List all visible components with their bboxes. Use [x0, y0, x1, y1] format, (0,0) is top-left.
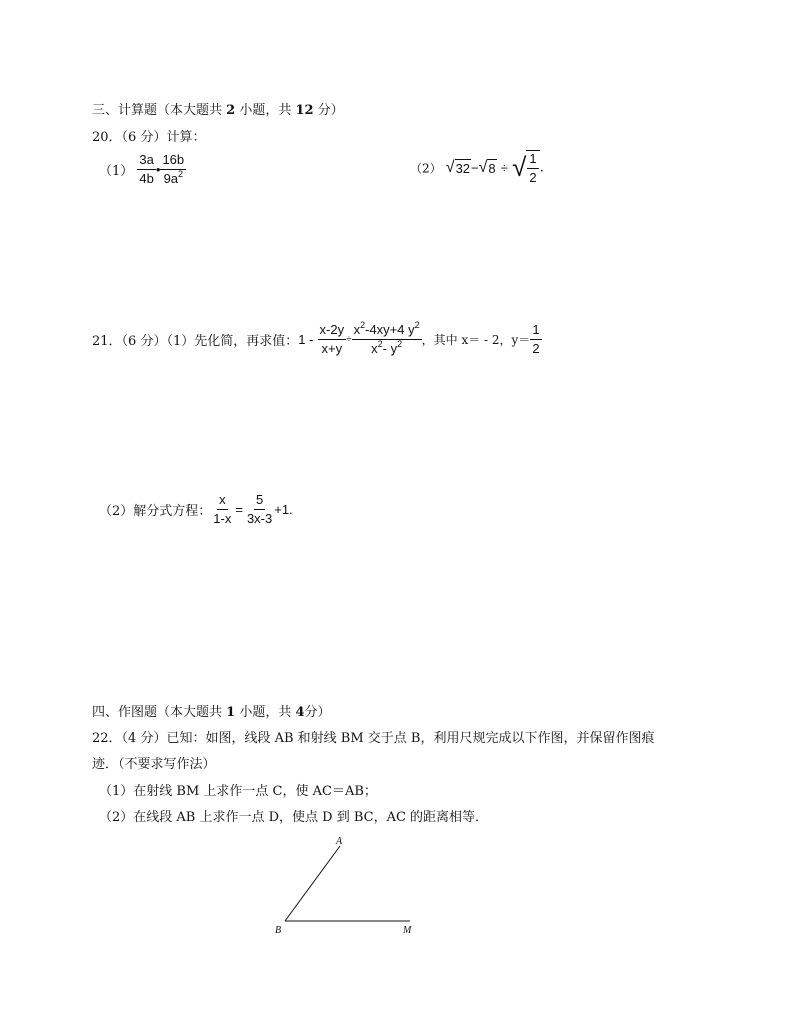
q21-part2 [99, 492, 293, 527]
q22-line-2: 迹．（不要求写作法） [92, 757, 216, 772]
q20-p2-sqrt-2 [479, 159, 497, 178]
section-4-heading-pre: 四、作图题（本大题共 [92, 705, 227, 720]
q20-p1-f2-den-base: 9a [163, 171, 179, 186]
q20-p1-f2-numerator: 16b [160, 152, 186, 170]
q20-p1-f2-den-exp: 2 [178, 169, 184, 179]
q20-p2-radicand-3 [526, 150, 539, 186]
q21-p1-f2-den-b: - y [382, 341, 398, 356]
q20-p2-radicand-1: 32 [455, 160, 471, 176]
q21-p2-f1-denominator: 1-x [213, 511, 232, 526]
q21-p2-equals: = [235, 502, 243, 517]
section-3-heading-mid: 小题，共 [235, 103, 296, 118]
q20-p1-f1-numerator: 3a [137, 152, 155, 170]
section-3-heading-post: 分） [313, 103, 344, 118]
q22-figure [270, 832, 430, 942]
q21-p1-f2-denominator [369, 340, 404, 357]
q21-p1-f1-numerator: x-2y [318, 322, 347, 340]
q20-p2-minus: − [471, 160, 479, 176]
q21-p1-f1-denominator: x+y [321, 341, 343, 356]
radical-icon: √ [478, 158, 488, 176]
q21-p1-fraction-2 [352, 322, 422, 357]
q20-part2 [410, 150, 544, 186]
q21-p1-fraction-1 [318, 322, 347, 357]
q21-part1 [92, 322, 542, 357]
q21-p2-fraction-1 [211, 492, 233, 527]
q20-p2-f-numerator: 1 [527, 151, 538, 169]
q21-p2-fraction-2 [245, 492, 274, 527]
q21-p2-f1-numerator: x [217, 492, 228, 510]
q21-p1-y-fraction [530, 322, 541, 357]
label-a: A [336, 836, 343, 847]
q21-p1-operator: ÷ [346, 334, 352, 345]
q20-title: 20．（6 分）计算： [92, 130, 206, 145]
section-3-points: 12 [295, 103, 314, 118]
q21-p1-condition: ，其中 x＝ - 2，y＝ [421, 333, 531, 347]
q20-part1-fraction-2 [160, 152, 186, 187]
q21-p1-lead: 1 - [298, 332, 314, 347]
q21-p1-f2-den-a: x [371, 341, 378, 356]
q21-p2-f2-numerator: 5 [254, 492, 265, 510]
section-4-heading-post: 分） [304, 705, 331, 720]
segment-ab [285, 846, 340, 921]
section-4-points: 4 [295, 705, 305, 720]
q20-part1-label: （1） [99, 164, 134, 179]
radical-icon: √ [445, 158, 455, 176]
q21-p1-f2-num-a-exp: 2 [360, 320, 366, 330]
q20-p1-f2-denominator [162, 170, 185, 187]
section-4-heading [92, 701, 331, 720]
q21-title: 21．（6 分）（1）先化简，再求值： [92, 334, 299, 349]
q22-line-1: 22．（4 分）已知：如图，线段 AB 和射线 BM 交于点 B，利用尺规完成以下作图，并保留作图痕 [92, 731, 655, 746]
q20-p2-radicand-2: 8 [488, 160, 496, 176]
q20-part1 [99, 152, 186, 187]
q21-p1-y-denominator: 2 [532, 341, 540, 356]
section-3-heading [92, 99, 344, 118]
section-4-count: 1 [226, 705, 236, 720]
q22-item-1: （1）在射线 BM 上求作一点 C，使 AC＝AB； [99, 784, 377, 799]
q20-part1-fraction-1 [137, 152, 155, 187]
section-3-heading-pre: 三、计算题（本大题共 [92, 103, 227, 118]
q20-p2-fraction [527, 151, 538, 186]
q21-p2-f2-denominator: 3x-3 [246, 511, 273, 526]
q21-p1-f2-den-a-exp: 2 [377, 339, 383, 349]
label-b: B [275, 925, 282, 936]
q20-part2-label: （2） [410, 161, 442, 176]
radical-icon: √ [512, 152, 527, 182]
q20-p2-divide: ÷ [500, 160, 508, 176]
q20-p2-sqrt-3 [512, 150, 540, 186]
q20-p2-end: . [539, 160, 544, 176]
q20-part1-operator: • [155, 162, 161, 177]
q21-p2-label: （2）解分式方程： [99, 504, 212, 519]
q21-p2-tail: +1. [274, 502, 293, 517]
section-3-count: 2 [226, 103, 236, 118]
q20-p2-f-denominator: 2 [529, 170, 537, 185]
q21-p1-f2-den-b-exp: 2 [397, 339, 403, 349]
q21-p1-f2-numerator [352, 322, 422, 340]
q21-p1-f2-num-a: x [353, 322, 361, 337]
section-4-heading-mid: 小题，共 [235, 705, 296, 720]
label-m: M [403, 925, 412, 936]
q22-item-2: （2）在线段 AB 上求作一点 D，使点 D 到 BC，AC 的距离相等． [99, 810, 489, 825]
q21-p1-y-numerator: 1 [530, 322, 541, 340]
q21-p1-f2-num-b-exp: 2 [414, 320, 420, 330]
q21-p1-f2-num-b: -4xy+4 y [365, 322, 415, 337]
q20-p2-sqrt-1 [446, 159, 471, 178]
q20-p1-f1-denominator: 4b [139, 171, 154, 186]
